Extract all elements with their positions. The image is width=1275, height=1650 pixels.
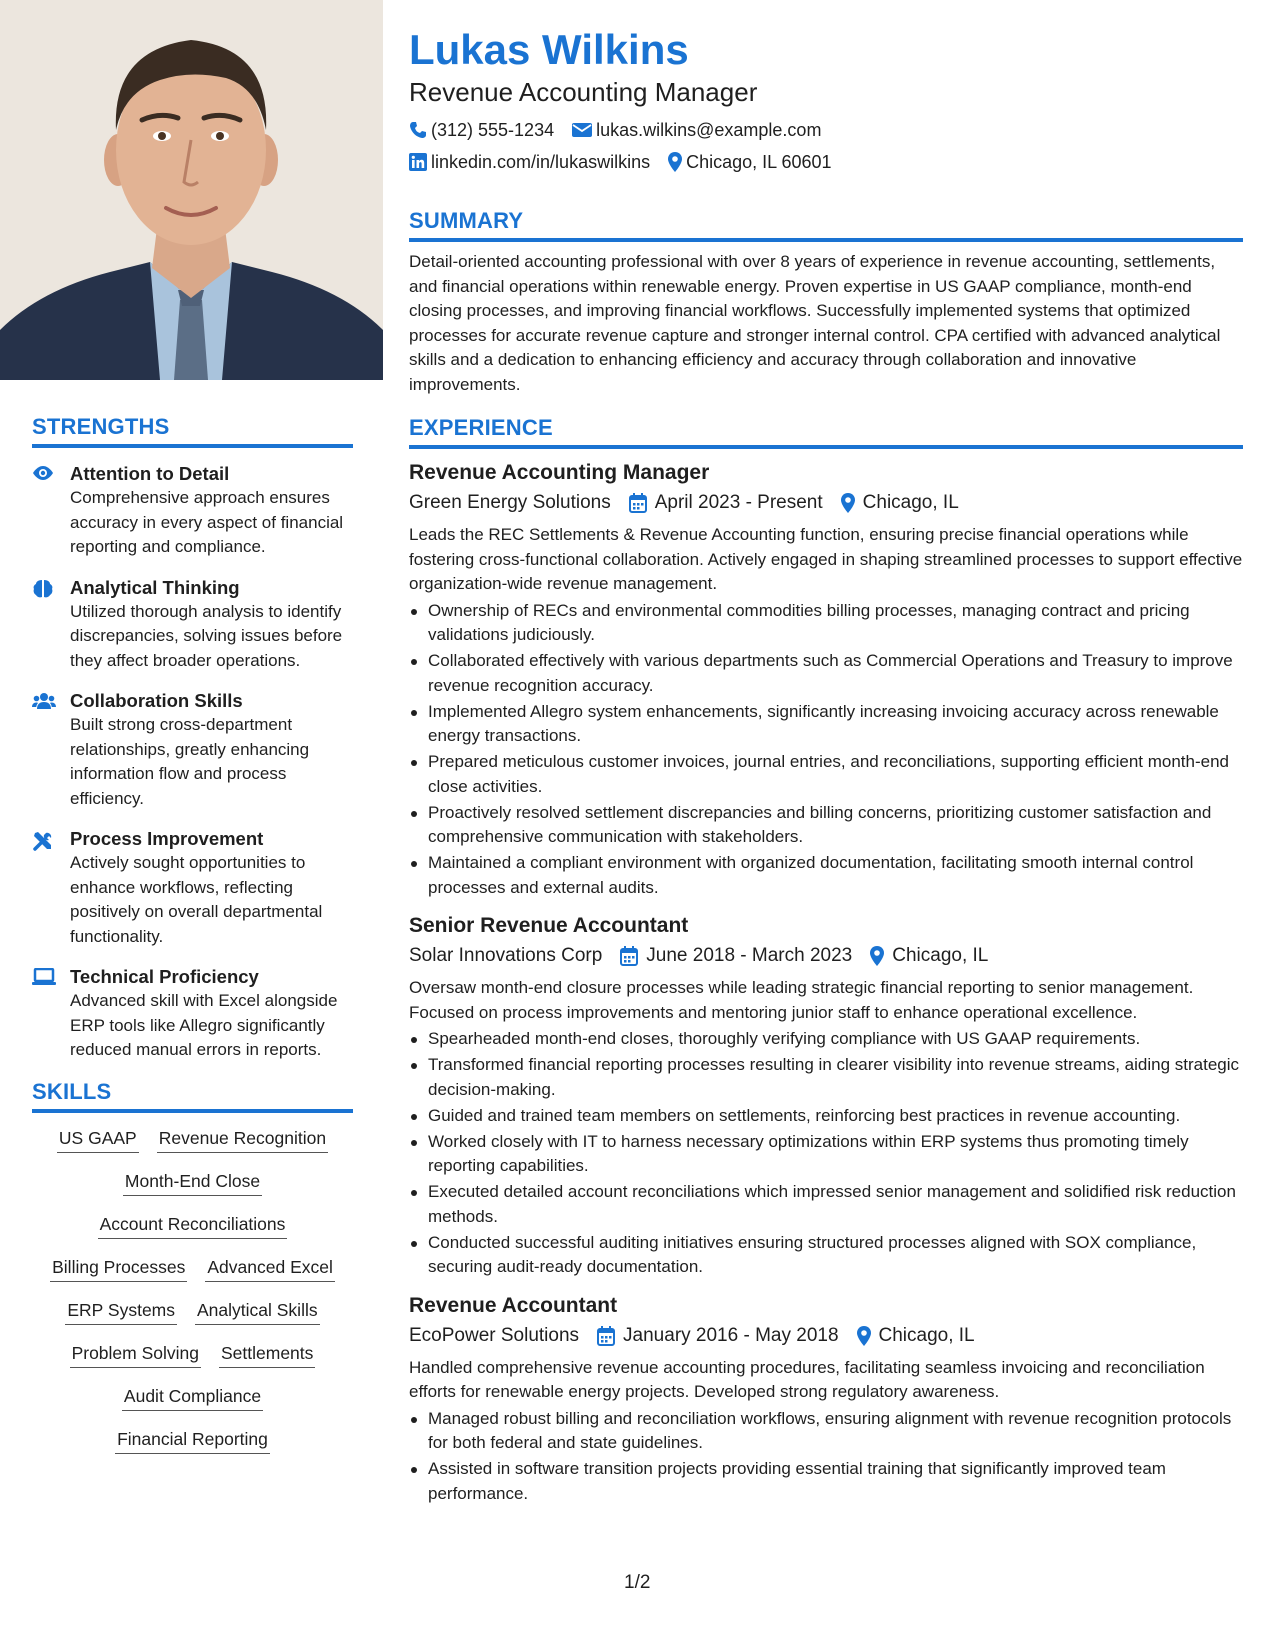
skill-tag: ERP Systems bbox=[65, 1299, 177, 1325]
strengths-list bbox=[32, 462, 353, 1063]
contact-phone[interactable] bbox=[409, 114, 554, 146]
skill-tag: Advanced Excel bbox=[205, 1256, 335, 1282]
skill-row bbox=[32, 1385, 353, 1411]
list-item: Maintained a compliant environment with organized documentation, facilitating smooth internal control processes and external audits. bbox=[409, 851, 1243, 900]
summary-section bbox=[409, 208, 1243, 397]
envelope-icon bbox=[572, 122, 592, 138]
list-item: Assisted in software transition projects providing essential training that significantly improved team performance. bbox=[409, 1457, 1243, 1506]
strength-description: Built strong cross-department relationships, greatly enhancing information flow and process efficiency. bbox=[70, 715, 310, 808]
skill-tag: Audit Compliance bbox=[122, 1385, 263, 1411]
skill-tag: Analytical Skills bbox=[195, 1299, 320, 1325]
list-item: Worked closely with IT to harness necessary optimizations within ERP systems thus promoting timely reporting capabilities. bbox=[409, 1130, 1243, 1179]
list-item: Proactively resolved settlement discrepancies and billing concerns, prioritizing customer satisfaction and comprehensive communication with stakeholders. bbox=[409, 801, 1243, 850]
skill-row bbox=[32, 1342, 353, 1368]
skill-tag: US GAAP bbox=[57, 1127, 139, 1153]
list-item: Guided and trained team members on settlements, reinforcing best practices in revenue accounting. bbox=[409, 1104, 1243, 1129]
job-company: Green Energy Solutions bbox=[409, 492, 611, 513]
job-dates: June 2018 - March 2023 bbox=[646, 945, 853, 966]
skill-row bbox=[32, 1127, 353, 1153]
job-bullets bbox=[409, 1407, 1243, 1507]
list-item: Executed detailed account reconciliations which impressed senior management and solidified risk reduction methods. bbox=[409, 1180, 1243, 1229]
strength-item bbox=[32, 689, 353, 811]
job-entry bbox=[409, 912, 1243, 1280]
strength-item bbox=[32, 462, 353, 560]
strength-title: Collaboration Skills bbox=[70, 690, 243, 711]
phone-icon bbox=[409, 121, 427, 139]
skills-list bbox=[32, 1127, 353, 1454]
map-pin-icon bbox=[841, 493, 855, 513]
page-number: 1/2 bbox=[624, 1572, 651, 1593]
calendar-icon bbox=[629, 493, 647, 513]
map-pin-icon bbox=[870, 946, 884, 966]
job-title: Revenue Accountant bbox=[409, 1293, 618, 1317]
job-meta bbox=[409, 489, 1243, 517]
strength-item bbox=[32, 576, 353, 674]
right-column bbox=[409, 0, 1243, 1508]
experience-section bbox=[409, 415, 1243, 1506]
phone-text: (312) 555-1234 bbox=[431, 120, 555, 140]
job-title: Revenue Accounting Manager bbox=[409, 461, 710, 484]
job-bullets bbox=[409, 1027, 1243, 1280]
list-item: Prepared meticulous customer invoices, journal entries, and reconciliations, supporting efficient month-end close activities. bbox=[409, 750, 1243, 799]
skill-row bbox=[32, 1256, 353, 1282]
list-item: Collaborated effectively with various departments such as Commercial Operations and Treasury to improve revenue recognition accuracy. bbox=[409, 649, 1243, 698]
skill-tag: Problem Solving bbox=[70, 1342, 201, 1368]
strength-item bbox=[32, 965, 353, 1063]
list-item: Implemented Allegro system enhancements, significantly increasing invoicing accuracy across renewable energy transactions. bbox=[409, 700, 1243, 749]
strengths-section bbox=[32, 414, 353, 1063]
job-company: Solar Innovations Corp bbox=[409, 945, 603, 966]
contact-linkedin[interactable] bbox=[409, 146, 650, 178]
job-dates: January 2016 - May 2018 bbox=[623, 1324, 839, 1346]
job-location: Chicago, IL bbox=[878, 1324, 975, 1346]
contact-email[interactable] bbox=[572, 114, 821, 146]
email-text: lukas.wilkins@example.com bbox=[596, 120, 822, 140]
users-icon bbox=[32, 689, 70, 811]
linkedin-icon bbox=[409, 153, 427, 171]
summary-heading: SUMMARY bbox=[409, 208, 1243, 242]
skill-row bbox=[32, 1299, 353, 1325]
strength-description: Utilized thorough analysis to identify discrepancies, solving issues before they affect broader operations. bbox=[70, 601, 343, 670]
job-description: Handled comprehensive revenue accounting procedures, facilitating seamless invoicing and reconciliation efforts for renewable energy projects. Developed strong regulatory awareness. bbox=[409, 1357, 1205, 1401]
job-location: Chicago, IL bbox=[892, 945, 989, 966]
skill-tag: Account Reconciliations bbox=[98, 1213, 288, 1239]
list-item: Conducted successful auditing initiatives ensuring structured processes aligned with SOX compliance, securing audit-ready documentation. bbox=[409, 1231, 1243, 1280]
contact-location bbox=[668, 146, 831, 178]
job-bullets bbox=[409, 599, 1243, 901]
job-meta bbox=[409, 942, 1243, 970]
job-dates: April 2023 - Present bbox=[654, 492, 823, 513]
skill-tag: Billing Processes bbox=[50, 1256, 187, 1282]
laptop-icon bbox=[32, 965, 70, 1063]
map-pin-icon bbox=[857, 1326, 871, 1346]
map-pin-icon bbox=[668, 152, 682, 172]
calendar-icon bbox=[597, 1326, 615, 1346]
location-text: Chicago, IL 60601 bbox=[686, 152, 832, 172]
brain-icon bbox=[32, 576, 70, 674]
skill-tag: Settlements bbox=[219, 1342, 315, 1368]
tools-icon bbox=[32, 827, 70, 949]
calendar-icon bbox=[620, 946, 638, 966]
skill-row bbox=[32, 1428, 353, 1454]
contact-info bbox=[409, 114, 1243, 178]
candidate-role: Revenue Accounting Manager bbox=[409, 77, 758, 107]
skill-tag: Financial Reporting bbox=[115, 1428, 270, 1454]
strength-description: Actively sought opportunities to enhance workflows, reflecting positively on overall departmental functionality. bbox=[70, 853, 323, 946]
skill-row bbox=[32, 1170, 353, 1196]
strength-title: Process Improvement bbox=[70, 828, 264, 849]
strength-title: Technical Proficiency bbox=[70, 966, 259, 987]
job-description: Leads the REC Settlements & Revenue Accounting function, ensuring precise financial operations while fostering cross-functional collaboration. Actively engaged in shaping streamlined processes to support effective organization-wide revenue management. bbox=[409, 525, 1243, 593]
list-item: Managed robust billing and reconciliation workflows, ensuring alignment with revenue recognition protocols for both federal and state guidelines. bbox=[409, 1407, 1243, 1456]
strength-title: Analytical Thinking bbox=[70, 576, 240, 598]
job-meta bbox=[409, 1322, 1243, 1350]
job-location: Chicago, IL bbox=[862, 492, 959, 513]
eye-icon bbox=[32, 462, 70, 560]
job-entry bbox=[409, 459, 1243, 900]
strength-description: Comprehensive approach ensures accuracy in every aspect of financial reporting and compliance. bbox=[70, 488, 344, 556]
skills-heading: SKILLS bbox=[32, 1079, 353, 1113]
strength-item bbox=[32, 827, 353, 949]
job-description: Oversaw month-end closure processes while leading strategic financial reporting to senior management. Focused on process improvements and mentoring junior staff to enhance operational excellence. bbox=[409, 978, 1194, 1022]
experience-heading: EXPERIENCE bbox=[409, 415, 1243, 449]
job-title: Senior Revenue Accountant bbox=[409, 914, 689, 937]
skill-tag: Revenue Recognition bbox=[157, 1127, 328, 1153]
list-item: Spearheaded month-end closes, thoroughly verifying compliance with US GAAP requirements. bbox=[409, 1027, 1243, 1052]
strength-title: Attention to Detail bbox=[70, 463, 230, 484]
strengths-heading: STRENGTHS bbox=[32, 414, 353, 448]
list-item: Ownership of RECs and environmental commodities billing processes, managing contract and pricing validations judiciously. bbox=[409, 599, 1243, 648]
left-column bbox=[0, 0, 383, 1471]
job-company: EcoPower Solutions bbox=[409, 1324, 580, 1346]
summary-text: Detail-oriented accounting professional with over 8 years of experience in revenue accounting, settlements, and financial operations within renewable energy. Proven expertise in US GAAP compliance, month-end closing processes, and improving financial workflows. Successfully implemented systems that optimized processes for accurate revenue capture and stronger internal control. CPA certified with advanced analytical skills and a dedication to enhancing efficiency and accuracy through collaboration and innovative improvements. bbox=[409, 252, 1221, 394]
skill-tag: Month-End Close bbox=[123, 1170, 262, 1196]
strength-description: Advanced skill with Excel alongside ERP tools like Allegro significantly reduced manual errors in reports. bbox=[70, 991, 338, 1059]
candidate-name: Lukas Wilkins bbox=[409, 26, 689, 73]
job-entry bbox=[409, 1292, 1243, 1507]
skills-section bbox=[32, 1079, 353, 1454]
linkedin-text: linkedin.com/in/lukaswilkins bbox=[431, 152, 651, 172]
profile-photo bbox=[0, 0, 383, 380]
skill-row bbox=[32, 1213, 353, 1239]
list-item: Transformed financial reporting processes resulting in clearer visibility into revenue streams, aiding strategic decision-making. bbox=[409, 1053, 1243, 1102]
